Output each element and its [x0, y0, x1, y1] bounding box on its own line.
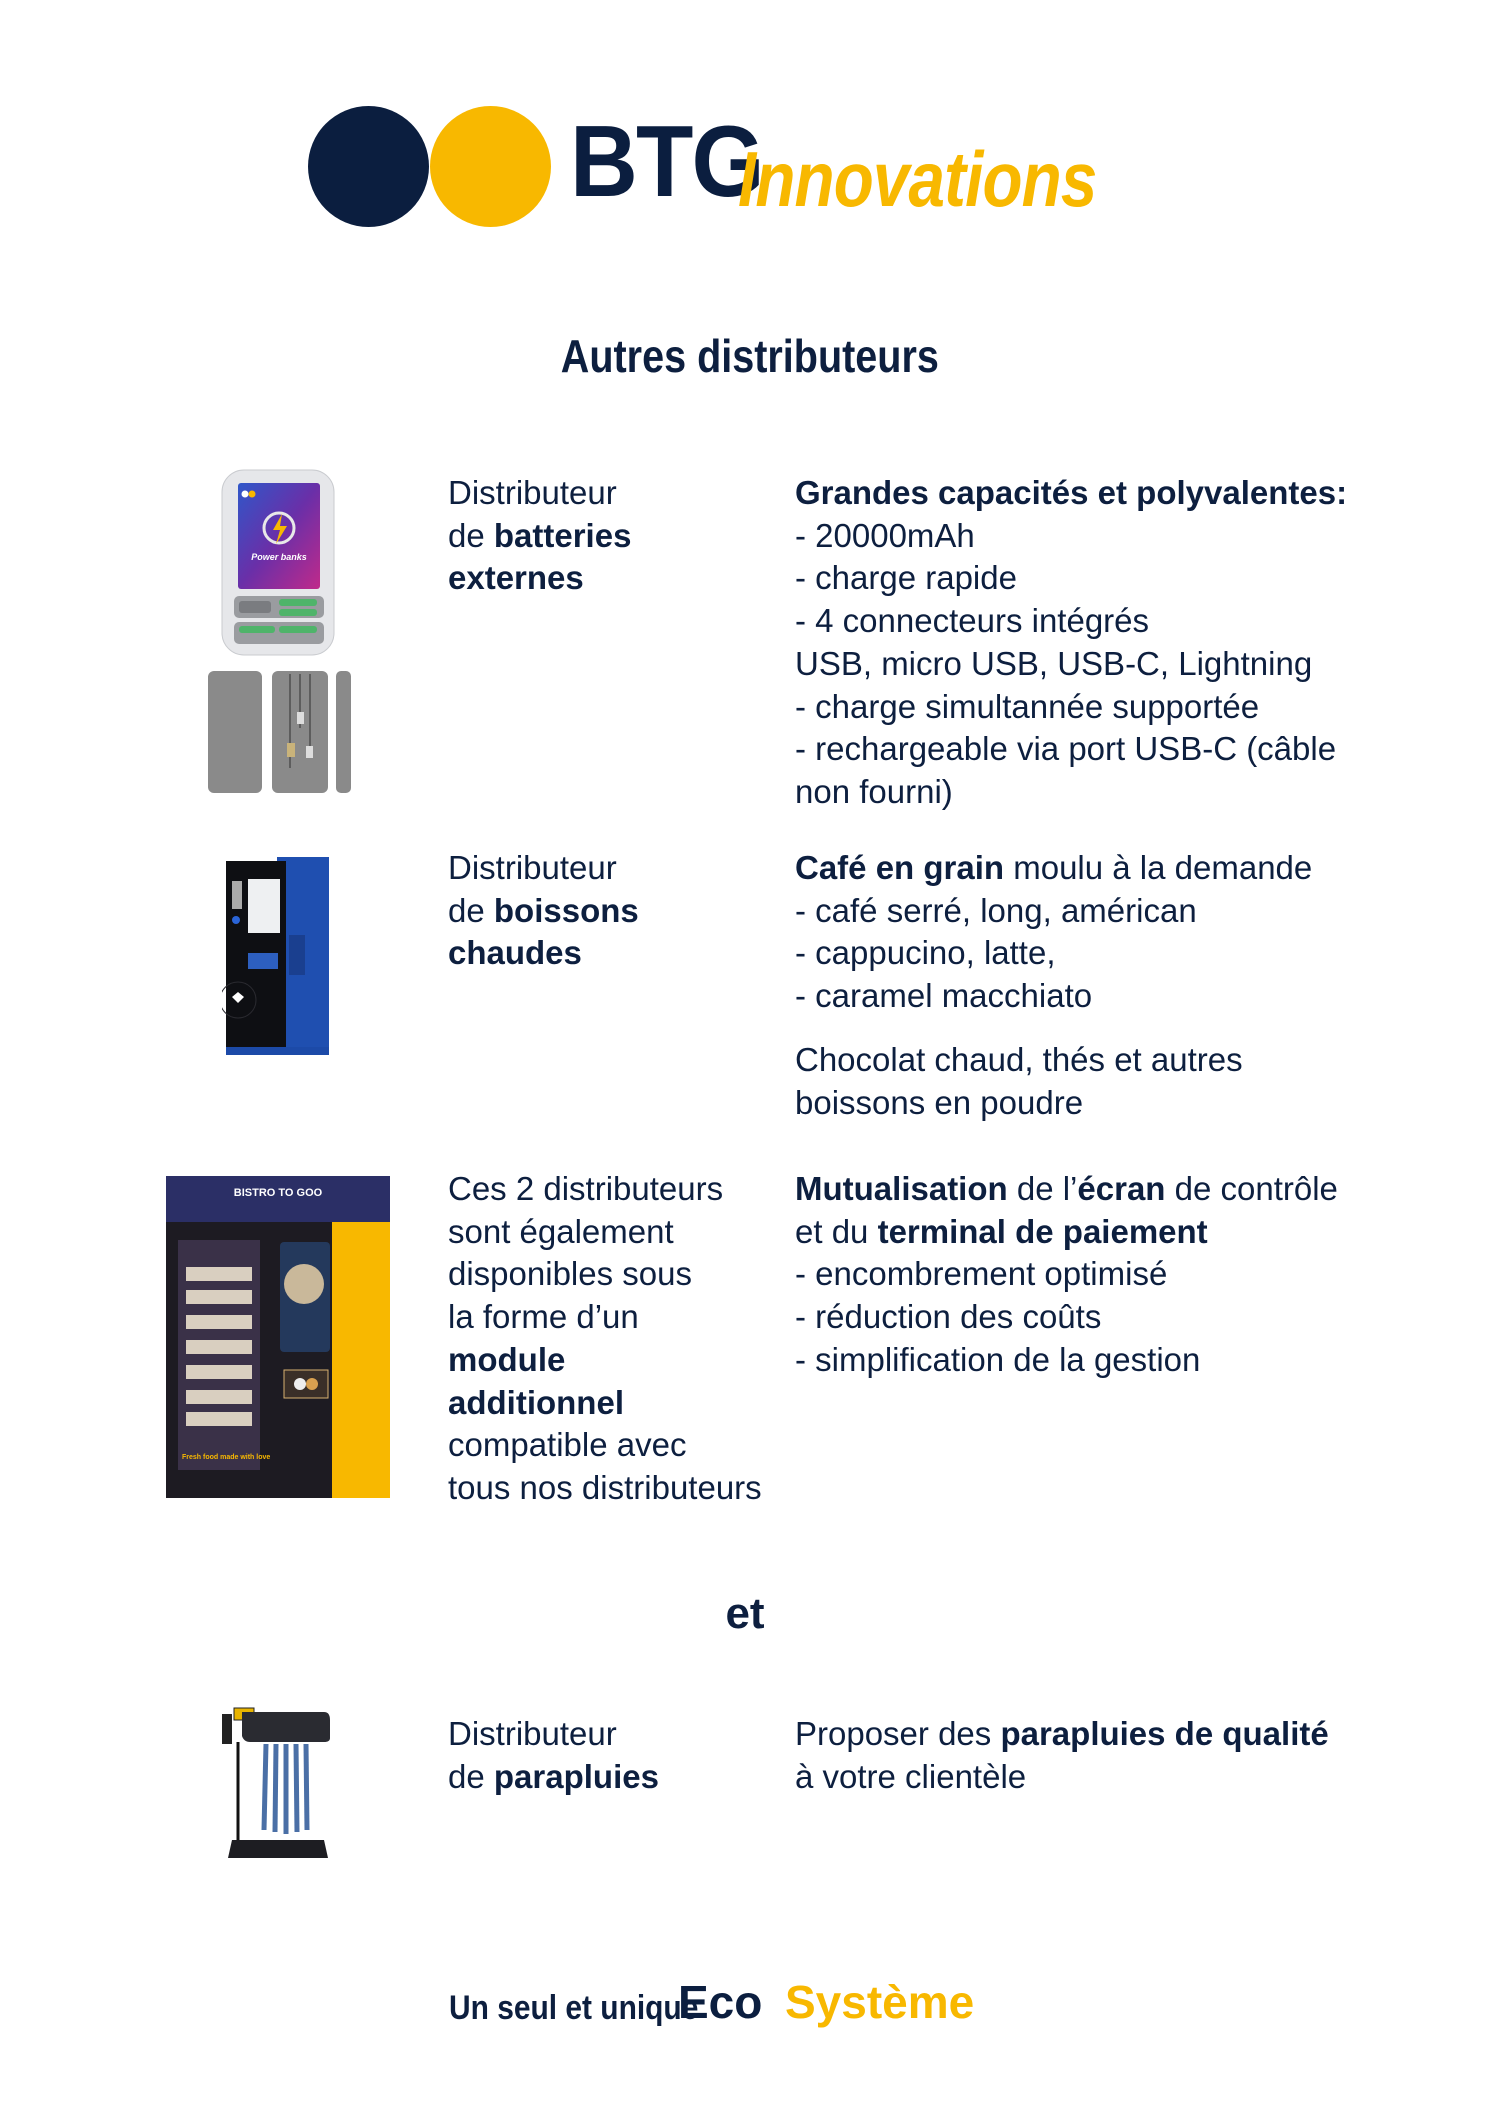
umbrella-dispenser-image [220, 1700, 332, 1865]
text-line [448, 1467, 762, 1510]
footer-tagline [449, 1976, 1049, 2028]
bold-text-run: terminal de paiement [877, 1212, 1208, 1250]
text-line [795, 1168, 1338, 1211]
text-run: à votre clientèle [795, 1757, 1027, 1795]
logo-navy-circle-icon [308, 106, 429, 227]
text-line [795, 847, 1312, 890]
text-line [795, 686, 1347, 729]
boissons-extra [795, 1039, 1243, 1124]
text-line [795, 1296, 1338, 1339]
text-run: Distributeur [448, 1715, 617, 1752]
text-line [795, 643, 1347, 686]
text-line [795, 1253, 1338, 1296]
text-run: Proposer des [795, 1715, 1001, 1752]
bold-text-run: Mutualisation [795, 1170, 1008, 1207]
text-line [448, 1713, 659, 1756]
text-run: de l’ [1007, 1170, 1078, 1207]
footer-systeme-text: Système [785, 1976, 975, 2028]
text-run: - simplification de la gestion [795, 1340, 1201, 1378]
bold-text-run: Grandes capacités et polyvalentes: [795, 474, 1348, 511]
parapluies-description [795, 1713, 1329, 1798]
text-run: non fourni) [795, 772, 953, 810]
footer-tagline-text: Un seul et unique [449, 1989, 699, 2027]
page-title [0, 330, 1500, 382]
text-run: Ces 2 distributeurs [448, 1170, 724, 1207]
text-line [795, 1211, 1338, 1254]
bold-text-run: écran [1077, 1170, 1166, 1207]
text-run: Distributeur [448, 474, 617, 511]
text-run: de [448, 891, 494, 929]
bold-text-run: chaudes [448, 934, 582, 972]
text-line [795, 557, 1347, 600]
logo-btg-text: BTG [570, 106, 763, 218]
text-line [448, 1253, 762, 1296]
bold-text-run: batteries [493, 516, 632, 554]
kiosk-screen-label: Power banks [251, 552, 307, 562]
separator-et [0, 1589, 1500, 1638]
text-line [795, 600, 1347, 643]
text-line [448, 472, 631, 515]
logo-gold-circle-icon [430, 106, 551, 227]
text-run: - 20000mAh [795, 516, 975, 554]
text-run: disponibles sous [448, 1255, 692, 1293]
text-line [448, 557, 631, 600]
bistro-brand-text: BISTRO TO GOO [233, 1187, 323, 1199]
text-run: de contrôle [1165, 1170, 1338, 1207]
text-line [448, 1756, 659, 1799]
text-run: Distributeur [448, 849, 617, 886]
boissons-title [448, 847, 639, 975]
text-line [448, 1211, 762, 1254]
text-line [795, 932, 1312, 975]
logo-innovations-text: Innovations [738, 135, 1097, 223]
text-run: - réduction des coûts [795, 1298, 1102, 1336]
module-benefits [795, 1168, 1338, 1382]
text-run: moulu à la demande [1004, 849, 1313, 886]
text-run: la forme d’un [448, 1298, 639, 1336]
power-bank-kiosk-image [205, 468, 355, 798]
text-line [448, 847, 639, 890]
text-run: de [448, 516, 494, 554]
parapluies-title [448, 1713, 659, 1798]
text-line [448, 890, 639, 933]
text-run: USB, micro USB, USB-C, Lightning [795, 644, 1313, 682]
page-title-text: Autres distributeurs [560, 330, 940, 382]
separator-text: et [725, 1589, 765, 1638]
text-run: - encombrement optimisé [795, 1255, 1168, 1293]
text-line [795, 1039, 1243, 1082]
text-line [795, 515, 1347, 558]
text-run: - 4 connecteurs intégrés [795, 602, 1150, 640]
bistro-tagline-text: Fresh food made with love [182, 1454, 271, 1461]
text-line [795, 1713, 1329, 1756]
text-line [795, 975, 1312, 1018]
text-run: et du [795, 1212, 878, 1250]
text-run: compatible avec [448, 1426, 687, 1464]
bistro-vending-machine-image [164, 1172, 392, 1500]
text-run: de [448, 1757, 494, 1795]
text-run: - rechargeable via port USB-C (câble [795, 730, 1337, 768]
text-line [795, 1756, 1329, 1799]
bold-text-run: externes [448, 559, 584, 597]
text-run: - charge simultannée supportée [795, 687, 1260, 725]
text-run: - cappucino, latte, [795, 934, 1056, 972]
text-line [448, 1296, 762, 1339]
batteries-title [448, 472, 631, 600]
text-line [448, 515, 631, 558]
hot-drinks-machine-image [222, 855, 334, 1061]
text-line [795, 728, 1347, 771]
text-line [795, 1082, 1243, 1125]
footer-eco-text: Eco [678, 1976, 763, 2028]
text-line [448, 1168, 762, 1211]
text-line [795, 890, 1312, 933]
text-line [795, 472, 1347, 515]
bold-text-run: module [448, 1340, 566, 1378]
text-line [448, 1424, 762, 1467]
text-run: - caramel macchiato [795, 977, 1093, 1015]
text-run: - café serré, long, américan [795, 891, 1197, 929]
text-line [795, 1339, 1338, 1382]
text-run: boissons en poudre [795, 1083, 1084, 1121]
bold-text-run: parapluies [493, 1757, 659, 1795]
batteries-features [795, 472, 1347, 814]
text-run: tous nos distributeurs [448, 1468, 762, 1506]
module-description [448, 1168, 762, 1510]
text-run: - charge rapide [795, 559, 1017, 597]
text-line [795, 771, 1347, 814]
text-line [448, 1339, 762, 1382]
boissons-features [795, 847, 1312, 1018]
text-line [448, 932, 639, 975]
bold-text-run: boissons [493, 891, 639, 929]
text-run: sont également [448, 1212, 674, 1250]
text-run: Chocolat chaud, thés et autres [795, 1041, 1243, 1078]
text-line [448, 1382, 762, 1425]
bold-text-run: Café en grain [795, 849, 1005, 886]
bold-text-run: parapluies de qualité [1000, 1715, 1329, 1752]
bold-text-run: additionnel [448, 1383, 624, 1421]
